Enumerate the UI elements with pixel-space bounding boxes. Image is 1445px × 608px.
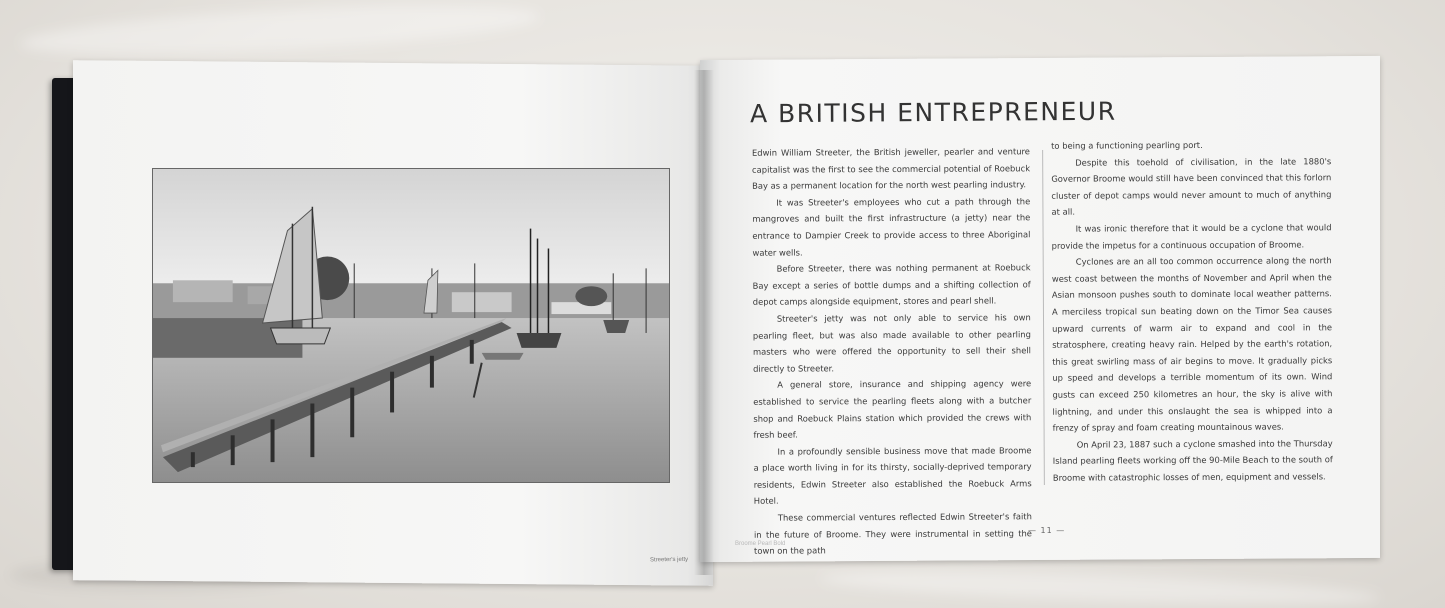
left-running-foot: Streeter's jetty: [649, 556, 689, 564]
cloth-fold: [820, 565, 1381, 608]
paragraph: Cyclones are an all too common occurrence along the north west coast between the months of November and April when the Asian monsoon pushes south to dominate local weather patterns. A merciless tropical sun beating down on the Timor Sea causes upward currents of warm air to expand and cool in the stratosphere, creating heavy rain. Helped by the earth's rotation, this great swirling mass of air begins to move. It gradually picks up speed and develops a terrible momentum of its own. Wind gusts can exceed 250 kilometres an hour, the sky is alive with lightning, and under this onslaught the sea is whipped into a frenzy of spray and foam creating mountainous waves.: [1051, 255, 1333, 433]
paragraph: These commercial ventures reflected Edwin Streeter's faith in the future of Broome. They were instrumental in setting the town on the path: [753, 511, 1032, 556]
paragraph: Streeter's jetty was not only able to service his own pearling fleet, but was also made available to other pearling masters who were offered the opportunity to sell their shell directly to Streeter.: [752, 312, 1032, 374]
jetty-photo-illustration: [153, 169, 669, 482]
paragraph: Before Streeter, there was nothing permanent at Roebuck Bay except a series of bottle dumps and a shifting collection of depot camps alongside equipment, stores and pearl shell.: [752, 262, 1031, 308]
paragraph: It was Streeter's employees who cut a path through the mangroves and built the first infrastructure (a jetty) near the entrance to Dampier Creek to provide access to three Aboriginal water wells.: [752, 196, 1031, 258]
paragraph: to being a functioning pearling port.: [1051, 139, 1203, 151]
paragraph: It was ironic therefore that it would be a cyclone that would provide the impetus for a continuous occupation of Broome.: [1051, 222, 1332, 251]
page-number: — 11 —: [1028, 526, 1066, 535]
paragraph: Despite this toehold of civilisation, in the late 1880's Governor Broome would still have been convinced that this forlorn cluster of depot camps would never amount to much of anything at all.: [1051, 155, 1332, 218]
paragraph: A general store, insurance and shipping agency were established to service the pearling fleets along with a butcher shop and Roebuck Plains station which provided the crews with fresh beef.: [753, 378, 1032, 440]
text-column-right: [1051, 136, 1333, 486]
paragraph: Edwin William Streeter, the British jeweller, pearler and venture capitalist was the first to see the commercial potential of Roebuck Bay as a permanent location for the north west pearling industry.: [751, 146, 1031, 191]
cloth-fold: [19, 0, 540, 64]
paragraph: On April 23, 1887 such a cyclone smashed into the Thursday Island pearling fleets working off the 90-Mile Beach to the south of Broome with catastrophic losses of men, equipment and vessels.: [1052, 437, 1333, 483]
historic-jetty-photo: [152, 168, 670, 483]
text-column-left: [752, 143, 1032, 559]
book-gutter: [694, 70, 714, 575]
right-running-foot: Broome Pearl Bold: [735, 541, 786, 547]
paragraph: In a profoundly sensible business move that made Broome a place worth living in for its thirsty, socially-deprived temporary residents, Edwin Streeter also established the Roebuck Arms Hotel.: [753, 444, 1032, 507]
chapter-title: A BRITISH ENTREPRENEUR: [749, 96, 1117, 129]
